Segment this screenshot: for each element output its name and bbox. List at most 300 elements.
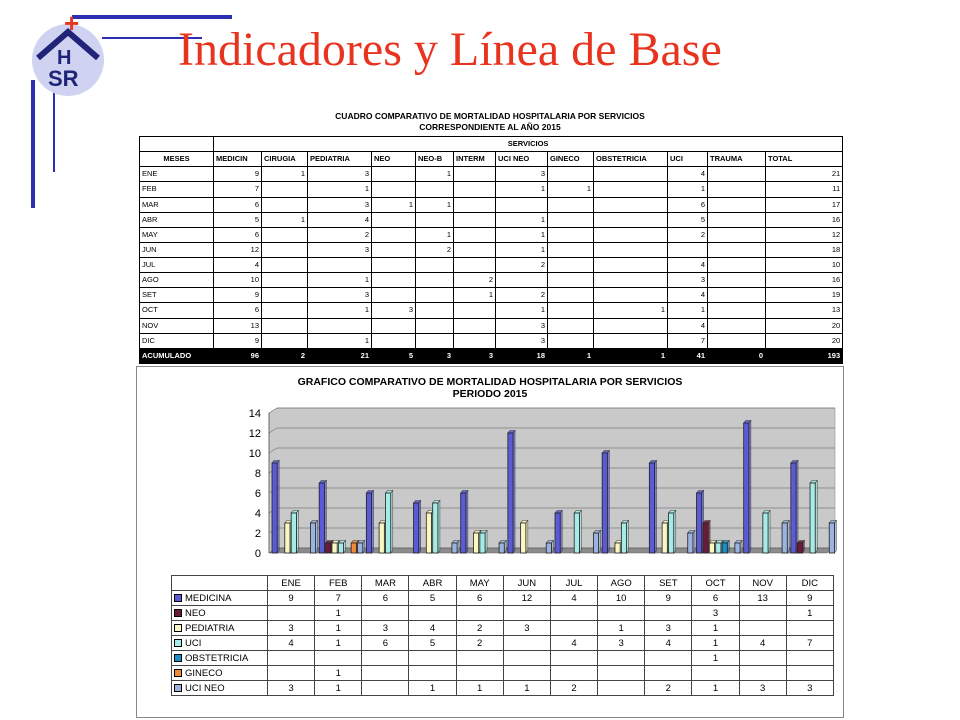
month-cell: ENE (140, 167, 214, 182)
value-cell (262, 273, 308, 288)
value-cell: 12 (766, 227, 843, 242)
table-row (140, 182, 843, 197)
data-label (645, 606, 692, 621)
value-cell: 20 (766, 318, 843, 333)
value-cell (454, 318, 496, 333)
value-cell: 9 (214, 288, 262, 303)
data-label (598, 666, 645, 681)
x-tick-label: NOV (739, 576, 786, 591)
legend-swatch (174, 594, 182, 602)
legend-swatch (174, 609, 182, 617)
value-cell (548, 227, 594, 242)
bar (669, 513, 674, 553)
value-cell (708, 197, 766, 212)
legend-swatch (174, 624, 182, 632)
data-label (550, 651, 597, 666)
data-label: 2 (645, 681, 692, 696)
value-cell: 1 (454, 288, 496, 303)
data-label: 1 (692, 621, 739, 636)
chart-title: GRAFICO COMPARATIVO DE MORTALIDAD HOSPITALARIA POR SERVICIOS (297, 376, 683, 388)
value-cell: 18 (766, 242, 843, 257)
value-cell (454, 303, 496, 318)
value-cell: 16 (766, 212, 843, 227)
value-cell: 9 (214, 333, 262, 348)
column-header: CIRUGIA (262, 152, 308, 167)
bar (366, 493, 371, 553)
value-cell (548, 273, 594, 288)
y-tick-label: 4 (254, 508, 261, 520)
value-cell (372, 227, 416, 242)
value-cell (372, 318, 416, 333)
value-cell: 1 (416, 167, 454, 182)
value-cell (594, 333, 668, 348)
value-cell: 1 (416, 227, 454, 242)
value-cell (594, 258, 668, 273)
data-label (362, 606, 409, 621)
chart-subtitle: PERIODO 2015 (452, 388, 528, 400)
y-tick-label: 6 (254, 488, 261, 500)
value-cell (708, 273, 766, 288)
y-tick-label: 0 (254, 548, 261, 560)
hospital-logo (26, 14, 110, 103)
value-cell (668, 242, 708, 257)
value-cell (594, 197, 668, 212)
bar (797, 543, 802, 553)
data-label (503, 636, 550, 651)
value-cell (708, 288, 766, 303)
data-label: 2 (456, 621, 503, 636)
value-cell (416, 182, 454, 197)
bar (782, 523, 787, 553)
column-header: MEDICIN (214, 152, 262, 167)
data-label: 4 (550, 636, 597, 651)
month-cell: JUL (140, 258, 214, 273)
column-header: INTERM (454, 152, 496, 167)
column-header: NEO (372, 152, 416, 167)
value-cell: 5 (668, 212, 708, 227)
data-label: 6 (362, 636, 409, 651)
value-cell (262, 318, 308, 333)
value-cell (372, 333, 416, 348)
bar (555, 513, 560, 553)
data-label (503, 651, 550, 666)
bar (461, 493, 466, 553)
value-cell (594, 227, 668, 242)
bar (291, 513, 296, 553)
value-cell (262, 197, 308, 212)
data-label: 3 (692, 606, 739, 621)
value-cell: 3 (308, 167, 372, 182)
value-cell: 6 (214, 227, 262, 242)
legend-label: GINECO (185, 667, 223, 679)
bar (649, 463, 654, 553)
data-label: 1 (692, 681, 739, 696)
x-tick-label: DIC (786, 576, 833, 591)
data-label: 1 (503, 681, 550, 696)
value-cell: 2 (668, 227, 708, 242)
table-row (140, 318, 843, 333)
value-cell (454, 242, 496, 257)
value-cell (548, 318, 594, 333)
data-label: 1 (315, 666, 362, 681)
bar (499, 543, 504, 553)
table-title (140, 111, 840, 133)
data-label: 3 (786, 681, 833, 696)
logo-text-top: H (57, 47, 72, 69)
data-label (645, 666, 692, 681)
servicios-header: SERVICIOS (214, 137, 843, 152)
legend-row (172, 681, 834, 696)
legend-entry (172, 606, 268, 621)
legend-swatch (174, 654, 182, 662)
value-cell (416, 318, 454, 333)
bar (621, 523, 626, 553)
bar (602, 453, 607, 553)
month-cell: MAR (140, 197, 214, 212)
data-label: 9 (645, 591, 692, 606)
value-cell (708, 242, 766, 257)
table-row (140, 242, 843, 257)
data-label: 4 (739, 636, 786, 651)
value-cell: 19 (766, 288, 843, 303)
legend-label: OBSTETRICIA (185, 652, 249, 664)
legend-swatch (174, 669, 182, 677)
value-cell: 5 (214, 212, 262, 227)
chart-category-row (172, 576, 834, 591)
legend-row (172, 666, 834, 681)
x-tick-label: MAR (362, 576, 409, 591)
bar (763, 513, 768, 553)
value-cell (372, 182, 416, 197)
value-cell: 13 (766, 303, 843, 318)
bar (319, 483, 324, 553)
data-label: 3 (268, 681, 315, 696)
y-tick-label: 8 (254, 468, 261, 480)
data-label (739, 651, 786, 666)
data-label: 9 (786, 591, 833, 606)
value-cell (708, 182, 766, 197)
data-label: 1 (692, 651, 739, 666)
value-cell: 1 (308, 303, 372, 318)
data-label: 1 (456, 681, 503, 696)
value-cell (454, 197, 496, 212)
total-value-cell: 193 (766, 348, 843, 363)
value-cell: 1 (496, 242, 548, 257)
value-cell: 1 (262, 167, 308, 182)
data-label: 1 (315, 621, 362, 636)
bar (386, 493, 391, 553)
table-row (140, 212, 843, 227)
data-label: 3 (362, 621, 409, 636)
table-title-line2: CORRESPONDIENTE AL AÑO 2015 (419, 122, 561, 132)
month-cell: DIC (140, 333, 214, 348)
data-label (598, 681, 645, 696)
bar (703, 523, 708, 553)
legend-entry (172, 666, 268, 681)
legend-label: PEDIATRIA (185, 622, 235, 634)
x-tick-label: OCT (692, 576, 739, 591)
value-cell (308, 258, 372, 273)
data-label (362, 666, 409, 681)
bar (508, 433, 513, 553)
value-cell: 1 (308, 273, 372, 288)
logo-text-bottom: SR (48, 66, 79, 91)
bar (521, 523, 526, 553)
table-row (140, 167, 843, 182)
data-label (550, 606, 597, 621)
bar (716, 543, 721, 553)
table-group-header-row (140, 137, 843, 152)
data-label: 4 (409, 621, 456, 636)
value-cell: 9 (214, 167, 262, 182)
bar (326, 543, 331, 553)
bar (810, 483, 815, 553)
x-tick-label: MAY (456, 576, 503, 591)
value-cell: 3 (308, 197, 372, 212)
data-label: 12 (503, 591, 550, 606)
bar (697, 493, 702, 553)
total-value-cell: 3 (416, 348, 454, 363)
value-cell: 2 (496, 288, 548, 303)
value-cell (308, 318, 372, 333)
data-label (315, 651, 362, 666)
data-label (268, 606, 315, 621)
data-label (550, 666, 597, 681)
chart-data-table (171, 575, 834, 696)
value-cell: 16 (766, 273, 843, 288)
bar (744, 423, 749, 553)
value-cell (708, 212, 766, 227)
value-cell (548, 258, 594, 273)
x-tick-label: JUL (550, 576, 597, 591)
column-header: GINECO (548, 152, 594, 167)
value-cell: 6 (668, 197, 708, 212)
value-cell (416, 303, 454, 318)
value-cell (594, 242, 668, 257)
data-label: 2 (456, 636, 503, 651)
data-label (503, 666, 550, 681)
value-cell (372, 212, 416, 227)
data-label: 1 (315, 636, 362, 651)
value-cell (708, 227, 766, 242)
x-tick-label: ABR (409, 576, 456, 591)
data-label: 2 (550, 681, 597, 696)
legend-entry (172, 636, 268, 651)
bar (688, 533, 693, 553)
mortality-table (139, 136, 843, 364)
value-cell (548, 333, 594, 348)
table-row (140, 273, 843, 288)
bar (338, 543, 343, 553)
value-cell (416, 258, 454, 273)
month-cell: JUN (140, 242, 214, 257)
bar (829, 523, 834, 553)
value-cell (594, 182, 668, 197)
legend-row (172, 591, 834, 606)
value-cell: 20 (766, 333, 843, 348)
bar (574, 513, 579, 553)
legend-swatch (174, 684, 182, 692)
value-cell (262, 227, 308, 242)
value-cell: 3 (496, 318, 548, 333)
bar (351, 543, 356, 553)
data-label: 6 (456, 591, 503, 606)
value-cell (594, 273, 668, 288)
value-cell: 1 (372, 197, 416, 212)
value-cell: 13 (214, 318, 262, 333)
total-value-cell: 18 (496, 348, 548, 363)
data-label: 1 (315, 681, 362, 696)
bar (426, 513, 431, 553)
data-label: 4 (645, 636, 692, 651)
bar (615, 543, 620, 553)
data-label: 3 (268, 621, 315, 636)
data-label: 7 (786, 636, 833, 651)
value-cell: 1 (308, 182, 372, 197)
value-cell (416, 212, 454, 227)
value-cell: 2 (496, 258, 548, 273)
value-cell (594, 288, 668, 303)
value-cell: 1 (262, 212, 308, 227)
data-label (268, 651, 315, 666)
value-cell: 3 (308, 288, 372, 303)
value-cell: 10 (766, 258, 843, 273)
value-cell (548, 288, 594, 303)
legend-entry (172, 591, 268, 606)
total-value-cell: 2 (262, 348, 308, 363)
legend-row (172, 621, 834, 636)
value-cell: 1 (496, 303, 548, 318)
data-label (456, 651, 503, 666)
mortality-chart (136, 366, 844, 718)
x-tick-label: JUN (503, 576, 550, 591)
total-value-cell: 1 (594, 348, 668, 363)
data-label: 6 (362, 591, 409, 606)
table-row (140, 227, 843, 242)
legend-entry (172, 621, 268, 636)
value-cell: 2 (416, 242, 454, 257)
value-cell: 4 (668, 318, 708, 333)
bar (593, 533, 598, 553)
data-label: 9 (268, 591, 315, 606)
value-cell (496, 197, 548, 212)
value-cell: 3 (496, 167, 548, 182)
table-title-line1: CUADRO COMPARATIVO DE MORTALIDAD HOSPITALARIA POR SERVICIOS (335, 111, 645, 121)
x-tick-label: FEB (315, 576, 362, 591)
month-cell: ABR (140, 212, 214, 227)
column-header: UCI NEO (496, 152, 548, 167)
month-cell: AGO (140, 273, 214, 288)
bar (433, 503, 438, 553)
value-cell: 2 (454, 273, 496, 288)
table-header-row (140, 152, 843, 167)
value-cell: 4 (308, 212, 372, 227)
data-label: 1 (692, 636, 739, 651)
bar (709, 543, 714, 553)
data-label (786, 651, 833, 666)
value-cell: 1 (496, 212, 548, 227)
value-cell: 2 (308, 227, 372, 242)
meses-header: MESES (140, 152, 214, 167)
data-label: 10 (598, 591, 645, 606)
value-cell (454, 182, 496, 197)
value-cell (262, 182, 308, 197)
legend-entry (172, 651, 268, 666)
value-cell (262, 333, 308, 348)
table-total-row (140, 348, 843, 363)
bar (546, 543, 551, 553)
data-label (268, 666, 315, 681)
data-label: 1 (409, 681, 456, 696)
value-cell (262, 258, 308, 273)
bar (735, 543, 740, 553)
total-label-cell: ACUMULADO (140, 348, 214, 363)
data-label: 1 (786, 606, 833, 621)
data-label (739, 606, 786, 621)
value-cell (548, 212, 594, 227)
value-cell (454, 227, 496, 242)
value-cell (594, 318, 668, 333)
value-cell: 11 (766, 182, 843, 197)
table-row (140, 303, 843, 318)
y-tick-label: 2 (254, 528, 261, 540)
value-cell (708, 258, 766, 273)
bar (473, 533, 478, 553)
value-cell (372, 288, 416, 303)
value-cell: 1 (668, 182, 708, 197)
data-label (409, 606, 456, 621)
value-cell: 4 (668, 258, 708, 273)
x-tick-label: AGO (598, 576, 645, 591)
value-cell (262, 303, 308, 318)
bar (791, 463, 796, 553)
value-cell: 4 (668, 167, 708, 182)
data-label: 7 (315, 591, 362, 606)
data-label: 1 (315, 606, 362, 621)
bar (480, 533, 485, 553)
data-label: 4 (550, 591, 597, 606)
value-cell: 12 (214, 242, 262, 257)
total-value-cell: 41 (668, 348, 708, 363)
value-cell (496, 273, 548, 288)
data-label (503, 606, 550, 621)
value-cell (416, 333, 454, 348)
column-header: NEO-B (416, 152, 454, 167)
value-cell: 1 (594, 303, 668, 318)
total-value-cell: 5 (372, 348, 416, 363)
value-cell (548, 197, 594, 212)
data-label (409, 666, 456, 681)
chart-svg (137, 367, 843, 577)
data-label: 3 (503, 621, 550, 636)
column-header: TRAUMA (708, 152, 766, 167)
bar (379, 523, 384, 553)
value-cell (372, 273, 416, 288)
value-cell (454, 167, 496, 182)
data-label (598, 606, 645, 621)
bar (358, 543, 363, 553)
legend-label: NEO (185, 607, 206, 619)
logo-cross: + (64, 14, 80, 38)
x-tick-label: ENE (268, 576, 315, 591)
data-label (456, 666, 503, 681)
total-value-cell: 96 (214, 348, 262, 363)
deco-line-left-2 (53, 92, 55, 172)
total-value-cell: 1 (548, 348, 594, 363)
value-cell (708, 303, 766, 318)
y-tick-label: 14 (248, 408, 261, 420)
month-cell: SET (140, 288, 214, 303)
